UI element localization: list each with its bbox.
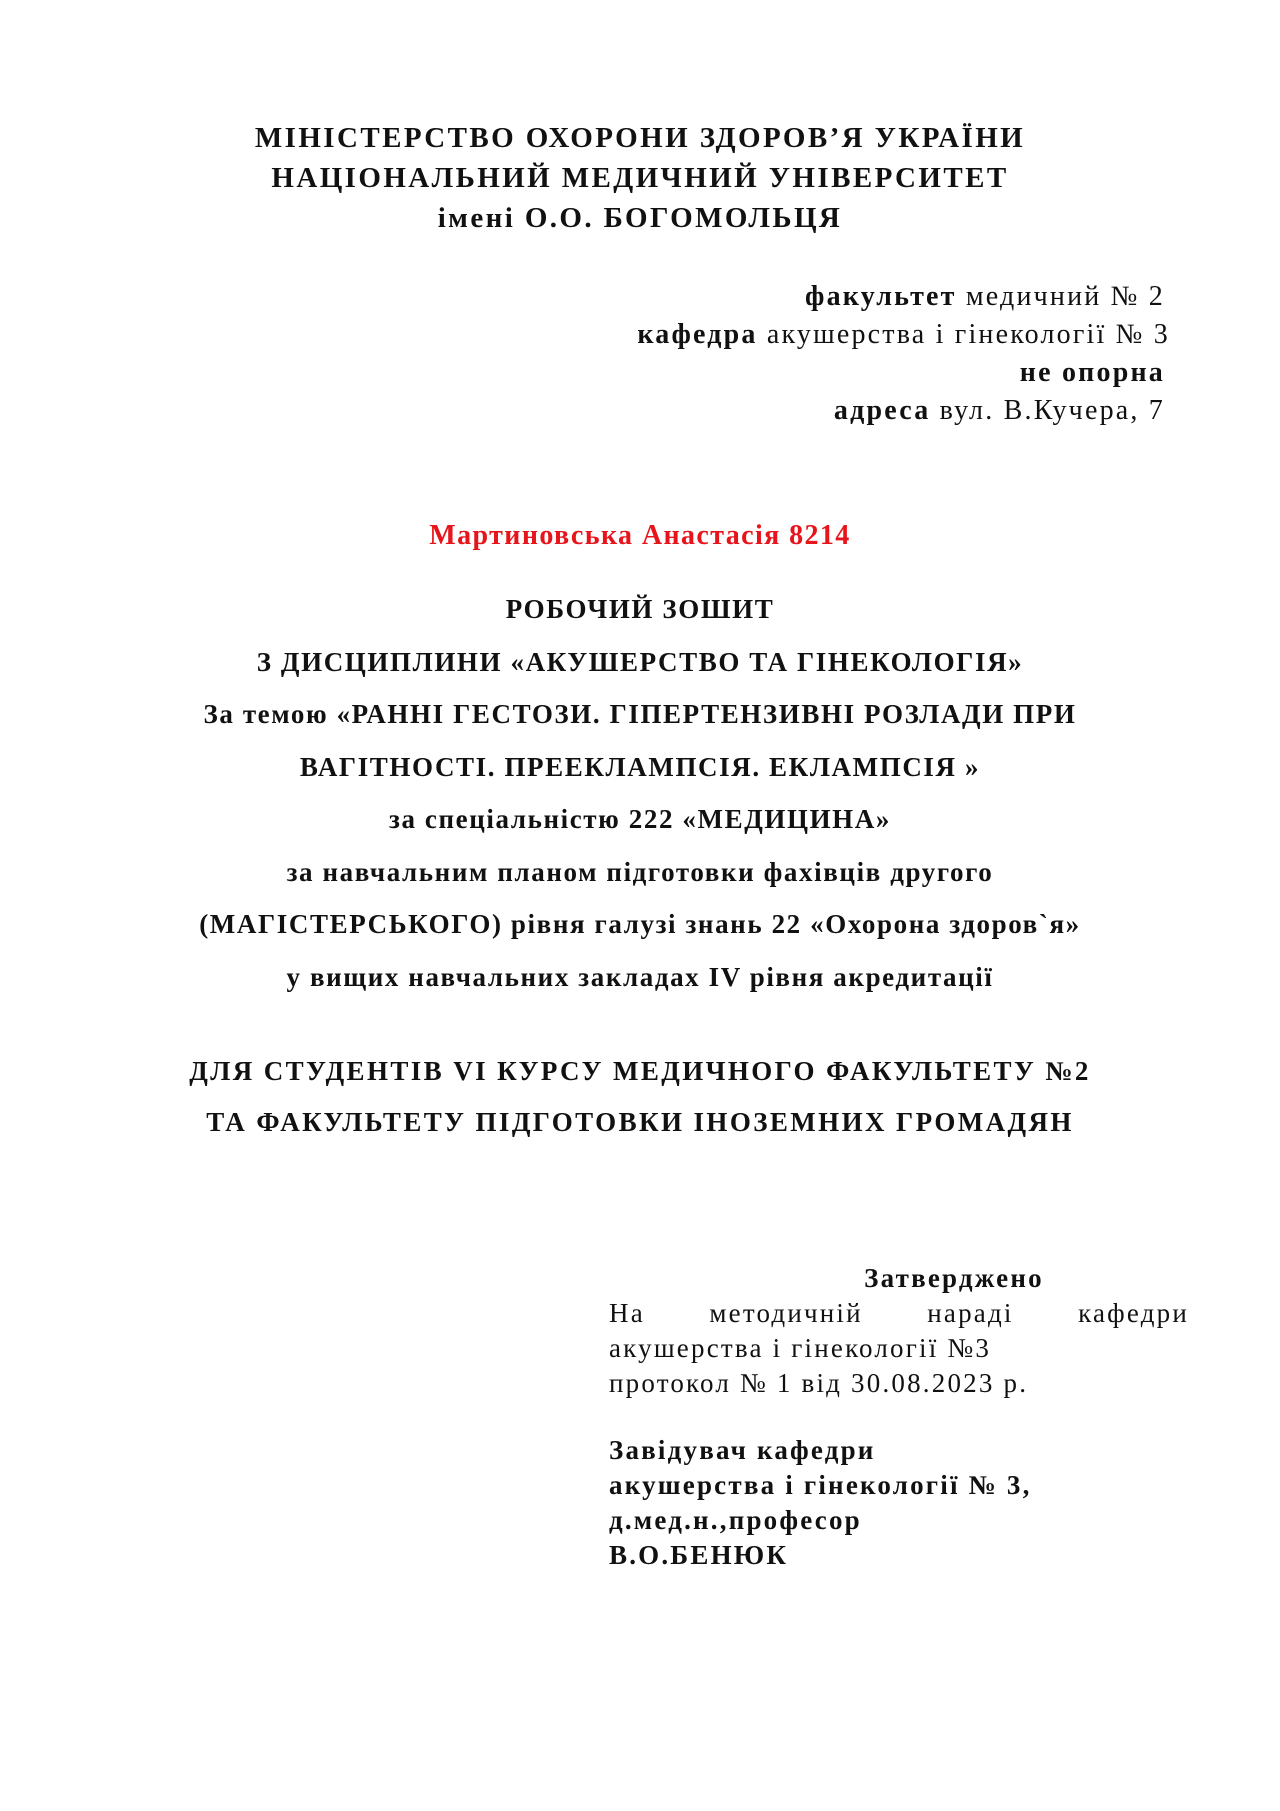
- department-label: кафедра: [637, 319, 758, 350]
- title-line-7: (МАГІСТЕРСЬКОГО) рівня галузі знань 22 «Охорона здоров`я»: [199, 909, 1081, 939]
- address-line: [637, 392, 1165, 430]
- approval-line-1: На методичній нараді кафедри: [609, 1298, 1189, 1328]
- title-line-1: РОБОЧИЙ ЗОШИТ: [505, 594, 775, 624]
- audience-line-2: ТА ФАКУЛЬТЕТУ ПІДГОТОВКИ ІНОЗЕМНИХ ГРОМАДЯН: [206, 1107, 1074, 1137]
- head-title: Завідувач кафедри: [609, 1435, 876, 1465]
- audience-line-1: ДЛЯ СТУДЕНТІВ VI КУРСУ МЕДИЧНОГО ФАКУЛЬТЕТУ №2: [189, 1056, 1091, 1086]
- student-name: Мартиновська Анастасія 8214: [429, 520, 851, 551]
- department-line: [637, 316, 1170, 354]
- faculty-info: [637, 278, 1170, 430]
- title-line-6: за навчальним планом підготовки фахівців другого: [286, 856, 994, 887]
- target-audience: [0, 1046, 1280, 1148]
- faculty-label: факультет: [805, 281, 957, 312]
- faculty-value: медичний № 2: [965, 281, 1165, 312]
- address-label: адреса: [833, 395, 931, 426]
- approval-line-2: акушерства і гінекології №3: [609, 1333, 992, 1363]
- title-line-4: ВАГІТНОСТІ. ПРЕЕКЛАМПСІЯ. ЕКЛАМПСІЯ »: [299, 751, 981, 782]
- head-degree: д.мед.н.,професор: [609, 1505, 862, 1535]
- approval-line-3: протокол № 1 від 30.08.2023 р.: [609, 1368, 1029, 1398]
- head-department: акушерства і гінекології № 3,: [609, 1470, 1032, 1500]
- title-line-3: За темою «РАННІ ГЕСТОЗИ. ГІПЕРТЕНЗИВНІ РОЗЛАДИ ПРИ: [203, 699, 1077, 729]
- approval-heading: Затверджено: [864, 1263, 1044, 1293]
- ministry-header: [0, 118, 1280, 238]
- department-value: акушерства і гінекології № 3: [766, 319, 1170, 350]
- approval-block: [609, 1261, 1189, 1401]
- university-namesake: імені О.О. БОГОМОЛЬЦЯ: [437, 202, 843, 234]
- workbook-title: [0, 583, 1280, 1003]
- department-status: не опорна: [1019, 357, 1165, 388]
- university-name: НАЦІОНАЛЬНИЙ МЕДИЧНИЙ УНІВЕРСИТЕТ: [271, 162, 1009, 194]
- faculty-line: [637, 278, 1165, 316]
- head-of-department: [609, 1433, 1032, 1573]
- head-name: В.О.БЕНЮК: [609, 1540, 789, 1570]
- address-value: вул. В.Кучера, 7: [939, 395, 1165, 426]
- title-line-8: у вищих навчальних закладах IV рівня акредитації: [286, 961, 994, 992]
- title-line-5: за спеціальністю 222 «МЕДИЦИНА»: [389, 804, 891, 834]
- ministry-name: МІНІСТЕРСТВО ОХОРОНИ ЗДОРОВ’Я УКРАЇНИ: [254, 122, 1026, 154]
- title-line-2: З ДИСЦИПЛИНИ «АКУШЕРСТВО ТА ГІНЕКОЛОГІЯ»: [256, 646, 1024, 677]
